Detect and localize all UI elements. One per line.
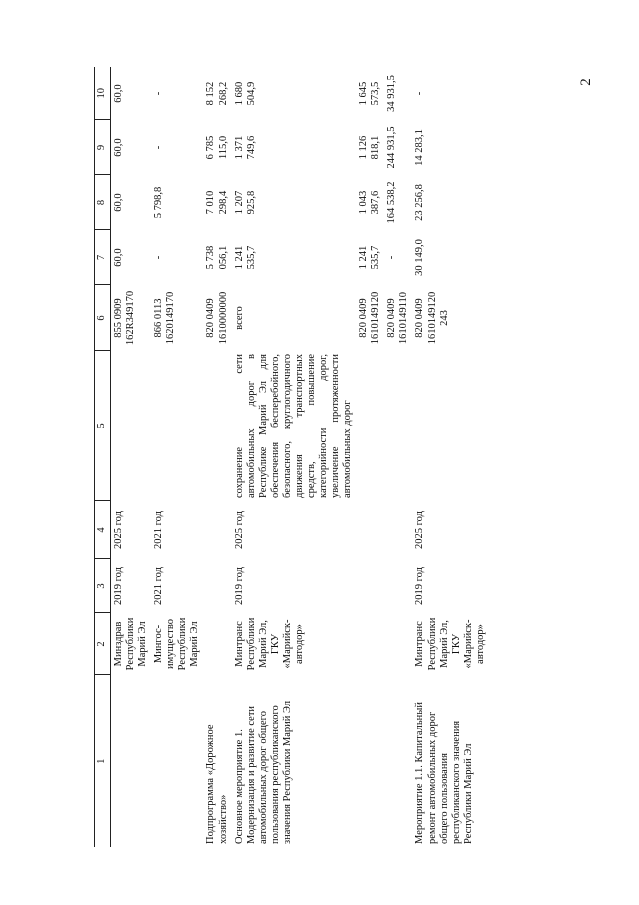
cell-val7: 1 241 535,7 [358,245,382,270]
cell-val8: 7 010 298,4 [205,190,229,215]
cell-executor: Минздрав Республики Марий Эл [113,617,149,671]
cell-val9: 14 283,1 [414,129,426,166]
cell-start [384,559,412,613]
table-row [151,67,203,847]
cell-val7: - [386,255,398,260]
cell-val10: - [153,91,165,96]
cell-start: 2019 год [233,567,245,605]
budget-table [94,67,489,847]
cell-name [151,675,203,847]
cell-val9: 244 931,5 [386,126,398,169]
cell-val9: - [153,145,165,150]
cell-code: 866 0113 1620149170 [153,291,177,345]
cell-val7: 1 241 535,7 [233,245,257,270]
cell-val7: 5 738 056,1 [205,245,229,270]
cell-code: 855 0909 162R349170 [113,290,137,346]
table-row [384,67,412,847]
cell-start: 2019 год [414,567,426,605]
cell-result [111,351,152,501]
cell-code: 820 0409 1610000000 [205,291,229,345]
cell-executor [384,613,412,675]
cell-val9: 60,0 [113,138,124,157]
cell-executor: Мингос-имущество Республики Марий Эл [153,617,201,671]
cell-start [356,559,384,613]
cell-val10: 8 152 268,2 [205,81,229,106]
page-number: 2 [577,78,594,86]
cell-end [356,501,384,559]
table-row [203,67,231,847]
cell-result [384,351,412,501]
cell-start: 2021 год [153,567,165,605]
cell-val8: 1 207 925,8 [233,190,257,215]
column-header-6: 6 [95,285,111,351]
cell-code: всего [233,306,245,330]
cell-executor [203,613,231,675]
cell-val9: 1 371 749,6 [233,135,257,160]
cell-code: 820 0409 1610149120 [358,291,382,345]
column-header-3: 3 [95,559,111,613]
cell-val8: 60,0 [113,193,124,212]
cell-name [111,675,152,847]
cell-result [151,351,203,501]
cell-end [384,501,412,559]
cell-val10: 34 931,5 [386,75,398,112]
column-header-4: 4 [95,501,111,559]
cell-val8: 5 798,8 [153,186,165,219]
cell-result: сохранение сети автомобильных дорог в Республике Марий Эл для обеспечения бесперебойного, безопасного, круглогодичного движения транспортных средств, повышение категорийности дорог, увеличение протяженности автомобильных дорог [233,354,354,498]
column-header-10: 10 [95,67,111,120]
cell-code: 820 0409 1610149120 243 [414,291,450,345]
cell-name: Основное мероприятие 1. Модернизация и развитие сети автомобильных дорог общего пользования республиканского значения Республики Марий Эл [233,700,293,844]
column-number-row [95,67,111,847]
cell-val7: - [153,255,165,260]
cell-val10: - [414,91,426,96]
cell-code: 820 0409 1610149110 [386,291,410,345]
cell-result [412,351,488,501]
cell-val8: 23 256,8 [414,184,426,221]
cell-val7: 30 149,0 [414,239,426,276]
cell-executor: Минтранс Республики Марий Эл, ГКУ «Марийск-автодор» [233,617,305,671]
cell-end: 2025 год [233,511,245,549]
cell-start: 2019 год [113,567,124,605]
cell-val9: 1 126 818,1 [358,135,382,160]
cell-val9: 6 785 115,0 [205,135,229,160]
cell-name [356,675,384,847]
cell-name: Подпрограмма «Дорожное хозяйство» [205,724,229,844]
table-row [412,67,488,847]
cell-executor [356,613,384,675]
column-header-5: 5 [95,351,111,501]
table-row [356,67,384,847]
cell-result [203,351,231,501]
cell-val10: 1 645 573,5 [358,81,382,106]
column-header-9: 9 [95,120,111,175]
column-header-2: 2 [95,613,111,675]
table-body [95,67,489,847]
cell-result [356,351,384,501]
cell-name [384,675,412,847]
cell-end: 2021 год [153,511,165,549]
cell-val10: 60,0 [113,84,124,103]
budget-table-sheet [94,67,574,847]
cell-end [203,501,231,559]
column-header-7: 7 [95,230,111,285]
cell-val7: 60,0 [113,248,124,267]
cell-start [203,559,231,613]
cell-end: 2025 год [414,511,426,549]
cell-val8: 1 043 387,6 [358,190,382,215]
column-header-8: 8 [95,175,111,230]
cell-end: 2025 год [113,511,124,549]
table-row [232,67,357,847]
cell-val10: 1 680 504,9 [233,81,257,106]
column-header-1: 1 [95,675,111,847]
cell-name: Мероприятие 1.1. Капитальный ремонт автомобильных дорог общего пользования республиканского значения Республики Марий Эл [414,702,474,844]
cell-val8: 164 538,2 [386,181,398,224]
table-row [111,67,152,847]
cell-executor: Минтранс Республики Марий Эл, ГКУ «Марийск-автодор» [414,617,486,671]
